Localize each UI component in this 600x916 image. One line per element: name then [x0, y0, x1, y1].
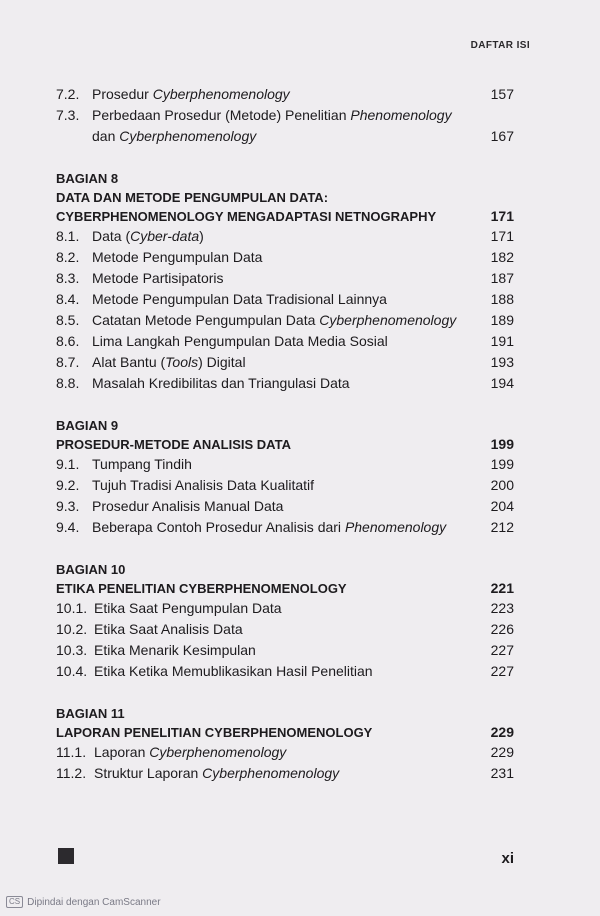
entry-number: 11.2. — [56, 765, 87, 781]
scanner-text: Dipindai dengan CamScanner — [27, 896, 161, 908]
entry-page: 226 — [490, 621, 514, 637]
entry-page: 223 — [490, 600, 514, 616]
entry-number: 7.2. — [56, 86, 80, 102]
toc-entry — [56, 268, 514, 289]
entry-number: 9.1. — [56, 456, 80, 472]
entry-number: 10.1. — [56, 600, 88, 616]
section-title-row — [56, 207, 514, 226]
entry-title: Prosedur Cyberphenomenology — [92, 86, 290, 102]
toc-entry — [56, 598, 514, 619]
entry-title: Masalah Kredibilitas dan Triangulasi Data — [92, 375, 350, 391]
section-label: BAGIAN 8 — [56, 171, 119, 186]
entry-title: Perbedaan Prosedur (Metode) Penelitian Phenomenology dan Cyberphenomenology — [92, 107, 452, 144]
entry-title: Beberapa Contoh Prosedur Analisis dari Phenomenology — [92, 519, 447, 535]
toc-entry — [56, 475, 514, 496]
toc-entry — [56, 763, 514, 784]
section-title-row — [56, 579, 514, 598]
footer-marker-square — [58, 848, 74, 864]
entry-title: Prosedur Analisis Manual Data — [92, 498, 284, 514]
section-label: BAGIAN 10 — [56, 562, 126, 577]
section-label: BAGIAN 11 — [56, 706, 125, 721]
sections-container — [56, 169, 514, 784]
toc-entry — [56, 742, 514, 763]
entry-number: 10.4. — [56, 663, 88, 679]
entry-title: Catatan Metode Pengumpulan Data Cyberphenomenology — [92, 312, 457, 328]
entry-number: 8.5. — [56, 312, 80, 328]
entry-number: 10.2. — [56, 621, 88, 637]
section-title-row — [56, 723, 514, 742]
entry-number: 11.1. — [56, 744, 87, 760]
section-label: BAGIAN 9 — [56, 418, 119, 433]
entry-page: 200 — [490, 477, 514, 493]
entry-title: Struktur Laporan Cyberphenomenology — [94, 765, 340, 781]
section-title: CYBERPHENOMENOLOGY MENGADAPTASI NETNOGRAPHY — [56, 209, 437, 224]
page-number: xi — [501, 850, 514, 867]
section-title: PROSEDUR-METODE ANALISIS DATA — [56, 437, 291, 452]
entry-page: 231 — [490, 765, 514, 781]
entry-title: Etika Saat Analisis Data — [94, 621, 243, 637]
entry-page: 212 — [490, 519, 514, 535]
entry-page: 204 — [490, 498, 514, 514]
entry-page: 157 — [490, 86, 514, 102]
entry-title: Metode Pengumpulan Data — [92, 249, 263, 265]
section-title-row — [56, 435, 514, 454]
toc-entry — [56, 226, 514, 247]
toc-entry — [56, 289, 514, 310]
toc-entry — [56, 105, 514, 147]
entry-page: 187 — [490, 270, 514, 286]
entry-title: Metode Partisipatoris — [92, 270, 224, 286]
toc-entry — [56, 373, 514, 394]
entry-page: 193 — [490, 354, 514, 370]
entry-number: 9.4. — [56, 519, 80, 535]
entry-page: 167 — [490, 128, 514, 144]
section-page: 199 — [490, 436, 514, 452]
entry-page: 227 — [490, 642, 514, 658]
entry-page: 182 — [490, 249, 514, 265]
entry-page: 191 — [490, 333, 514, 349]
entry-title: Tumpang Tindih — [92, 456, 192, 472]
section-title: LAPORAN PENELITIAN CYBERPHENOMENOLOGY — [56, 725, 373, 740]
section-page: 221 — [490, 580, 514, 596]
toc-entry — [56, 640, 514, 661]
camscanner-icon: CS — [6, 896, 23, 908]
toc-entry — [56, 454, 514, 475]
entry-title: Metode Pengumpulan Data Tradisional Lainnya — [92, 291, 387, 307]
entry-number: 8.1. — [56, 228, 80, 244]
entry-number: 8.2. — [56, 249, 80, 265]
entry-number: 7.3. — [56, 107, 80, 123]
entry-page: 229 — [490, 744, 514, 760]
entry-number: 9.3. — [56, 498, 80, 514]
entry-page: 171 — [490, 228, 514, 244]
running-head: DAFTAR ISI — [470, 40, 530, 51]
entry-number: 9.2. — [56, 477, 80, 493]
entry-title: Etika Menarik Kesimpulan — [94, 642, 256, 658]
section-page: 171 — [490, 208, 514, 224]
toc-entry — [56, 517, 514, 538]
toc-entry — [56, 352, 514, 373]
entry-title: Etika Ketika Memublikasikan Hasil Penelitian — [94, 663, 373, 679]
toc-entry — [56, 661, 514, 682]
entry-number: 8.6. — [56, 333, 80, 349]
entry-title: Lima Langkah Pengumpulan Data Media Sosial — [92, 333, 388, 349]
entry-page: 194 — [490, 375, 514, 391]
toc-entry — [56, 310, 514, 331]
scanner-watermark — [6, 896, 161, 908]
entry-number: 8.3. — [56, 270, 80, 286]
toc-entry — [56, 496, 514, 517]
entry-page: 188 — [490, 291, 514, 307]
entry-title: Laporan Cyberphenomenology — [94, 744, 287, 760]
toc-entry — [56, 247, 514, 268]
entry-number: 8.8. — [56, 375, 80, 391]
entry-page: 227 — [490, 663, 514, 679]
entry-page: 199 — [490, 456, 514, 472]
section-title: ETIKA PENELITIAN CYBERPHENOMENOLOGY — [56, 581, 347, 596]
toc-entry — [56, 84, 514, 105]
entry-title: Data (Cyber-data) — [92, 228, 204, 244]
entry-title: Etika Saat Pengumpulan Data — [94, 600, 282, 616]
section-page: 229 — [490, 724, 514, 740]
entry-number: 8.4. — [56, 291, 80, 307]
toc-entry — [56, 331, 514, 352]
section-title: DATA DAN METODE PENGUMPULAN DATA: — [56, 190, 329, 205]
entry-number: 8.7. — [56, 354, 80, 370]
toc-entry — [56, 619, 514, 640]
table-of-contents — [56, 84, 514, 784]
entry-title: Tujuh Tradisi Analisis Data Kualitatif — [92, 477, 315, 493]
entry-page: 189 — [490, 312, 514, 328]
entry-number: 10.3. — [56, 642, 88, 658]
entry-title: Alat Bantu (Tools) Digital — [92, 354, 246, 370]
